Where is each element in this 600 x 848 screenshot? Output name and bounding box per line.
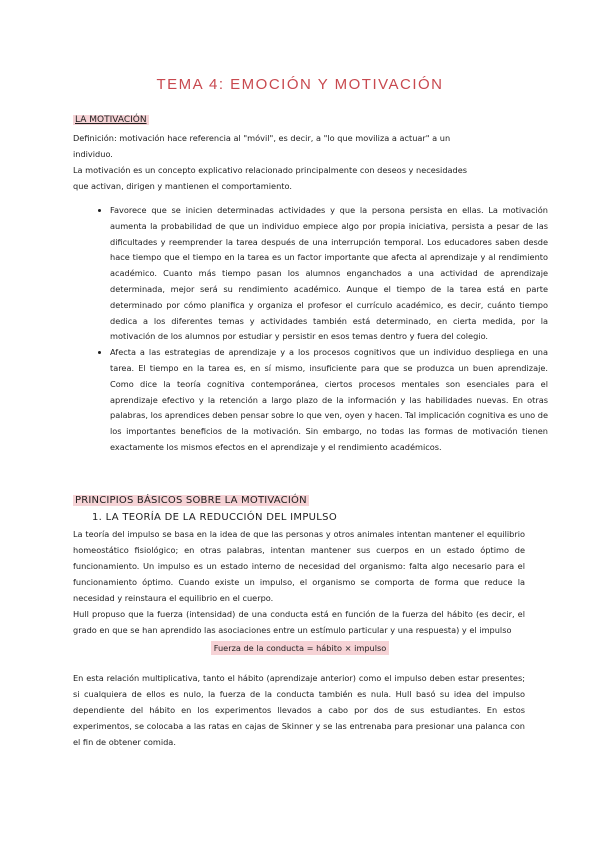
concept-line-2: que activan, dirigen y mantienen el comportamiento. bbox=[73, 181, 292, 191]
page-title: TEMA 4: EMOCIÓN Y MOTIVACIÓN bbox=[156, 76, 444, 93]
paragraph-multiplicativa: En esta relación multiplicativa, tanto el hábito (aprendizaje anterior) como el impulso deben estar presentes; si cualquiera de ellos es nulo, la fuerza de la conducta también es nula. Hull basó su idea del impulso dependiente del hábito en los experimentos llevados a cabo por dos de sus estudiantes. En estos experimentos, se colocaba a las ratas en cajas de Skinner y se las entrenaba para presionar una palanca con el fin de obtener comida. bbox=[73, 673, 525, 747]
formula bbox=[0, 643, 600, 653]
paragraph-hull: Hull propuso que la fuerza (intensidad) de una conducta está en función de la fuerza del hábito (es decir, el grado en que se han aprendido las asociaciones entre un estímulo particular y una respuesta) y el impulso bbox=[73, 609, 525, 635]
list-item: • Favorece que se inicien determinadas actividades y que la persona persista en ellas. La motivación aumenta la probabilidad de que un individuo empiece algo por propia iniciativa, persista a pesar de las dificultades y reemprender la tarea después de una interrupción temporal. Los educadores saben desde hace tiempo que el tiempo en la tarea es un factor importante que afecta al aprendizaje y al rendimiento académico. Cuanto más tiempo pasan los alumnos enganchados a una actividad de aprendizaje determinada, mejor será su rendimiento académico. Aunque el tiempo de la tarea está en parte determinado por cómo planifica y organiza el profesor el currículo académico, es decir, cuánto tiempo dedica a los diferentes temas y actividades también está determinado, en cierta medida, por la motivación de los alumnos por estudiar y persistir en esos temas dentro y fuera del colegio. bbox=[110, 203, 548, 345]
paragraph-impulso: La teoría del impulso se basa en la idea de que las personas y otros animales intentan mantener el equilibrio homeostático fisiológico; en otras palabras, intentan mantener sus cuerpos en un estado óptimo de funcionamiento. Un impulso es un estado interno de necesidad del organismo: falta algo necesario para el funcionamiento óptimo. Cuando existe un impulso, el organismo se comporta de forma que reduce la necesidad y reinstaura el equilibrio en el cuerpo. bbox=[73, 529, 525, 603]
motivation-effects-list bbox=[90, 203, 548, 456]
concept-line-1: La motivación es un concepto explicativo relacionado principalmente con deseos y necesidades bbox=[73, 165, 468, 175]
section-heading-principios: PRINCIPIOS BÁSICOS SOBRE LA MOTIVACIÓN bbox=[75, 495, 307, 506]
section-heading-motivacion: LA MOTIVACIÓN bbox=[75, 115, 147, 125]
list-item: • Afecta a las estrategias de aprendizaje y a los procesos cognitivos que un individuo despliega en una tarea. El tiempo en la tarea es, en sí mismo, insuficiente para que se produzca un buen aprendizaje. Como dice la teoría cognitiva contemporánea, ciertos procesos mentales son esenciales para el aprendizaje efectivo y la retención a largo plazo de la información y las habilidades nuevas. En otras palabras, los aprendices deben pensar sobre lo que ven, oyen y hacen. Tal implicación cognitiva es uno de los importantes beneficios de la motivación. Sin embargo, no todas las formas de motivación tienen exactamente los mismos efectos en el aprendizaje y el rendimiento académicos. bbox=[110, 345, 548, 456]
subsection-heading-reduccion-impulso: 1. LA TEORÍA DE LA REDUCCIÓN DEL IMPULSO bbox=[92, 512, 337, 523]
definition-line-2: individuo. bbox=[73, 149, 113, 159]
formula-text: Fuerza de la conducta = hábito × impulso bbox=[211, 641, 390, 655]
definition-line-1: Definición: motivación hace referencia al "móvil", es decir, a "lo que moviliza a actuar" a un bbox=[73, 133, 451, 143]
